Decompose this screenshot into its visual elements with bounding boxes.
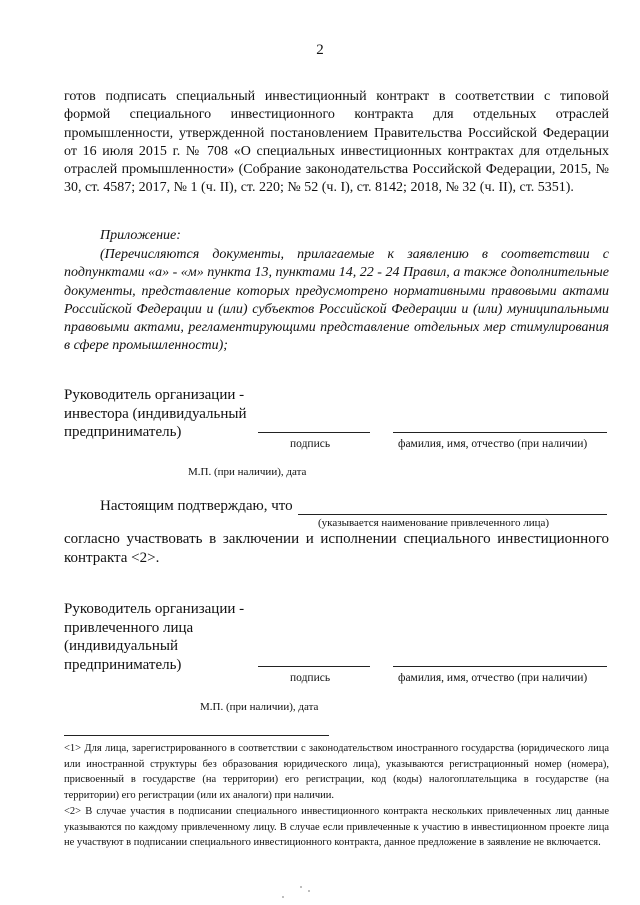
investor-name-line[interactable] (393, 432, 607, 433)
investor-label (64, 386, 247, 442)
scan-speck (282, 896, 284, 898)
attracted-signature-caption: подпись (290, 672, 331, 684)
investor-label-line: инвестора (индивидуальный (64, 405, 247, 422)
attracted-label (64, 600, 244, 674)
main-paragraph: готов подписать специальный инвестиционный контракт в соответствии с типовой формой специального инвестиционного контракта для отдельных отраслей промышленности, утвержденной постановлением Правительства Российской Федерации от 16 июля 2015 г. № 708 «О специальных инвестиционных контрактах для отдельных отраслей промышленности» (Собрание законодательства Российской Федерации, 2015, № 30, ст. 4587; 2017, № 1 (ч. II), ст. 220; № 52 (ч. I), ст. 8142; 2018, № 32 (ч. II), ст. 5351). (64, 89, 609, 196)
attracted-label-line: привлеченного лица (64, 619, 194, 636)
attracted-signature-line[interactable] (258, 666, 370, 667)
investor-label-line: Руководитель организации - (64, 387, 245, 403)
footnote-1: <1> Для лица, зарегистрированного в соответствии с законодательством иностранного государства (юридического лица или иностранной структуры без образования юридического лица), указываются регистрационный номер (номера), присвоенный в государстве (на территории) его регистрации, код (коды) налогоплательщика в государстве (на территории) его регистрации (или их аналоги) при наличии. (64, 743, 609, 801)
attracted-label-line: Руководитель организации - (64, 601, 245, 617)
investor-signature-line[interactable] (258, 432, 370, 433)
appendix-text: (Перечисляются документы, прилагаемые к заявлению в соответствии с подпунктами «а» - «м» пункта 13, пунктами 14, 22 - 24 Правил, а также дополнительные документы, представление которых предусмотрено нормативными правовыми актами Российской Федерации и (или) субъектов Российской Федерации и (или) муниципальными правовыми актами, регламентирующими представление отдельных мер стимулирования в сфере промышленности); (64, 247, 609, 354)
page-number: 2 (316, 42, 324, 58)
appendix-title: Приложение: (100, 228, 181, 243)
footnote-2: <2> В случае участия в подписании специального инвестиционного контракта нескольких привлеченных лиц данные указываются по каждому привлеченному лицу. В случае если привлеченные к участию в инвестиционном проекте лица не участвуют в подписании специального инвестиционного контракта, данное предложение в заявление не включается. (64, 806, 609, 849)
investor-name-caption: фамилия, имя, отчество (при наличии) (398, 438, 588, 450)
attracted-label-line: (индивидуальный (64, 638, 179, 654)
scan-speck (308, 890, 310, 892)
investor-signature-caption: подпись (290, 438, 331, 450)
attracted-name-caption: фамилия, имя, отчество (при наличии) (398, 672, 588, 684)
investor-label-line: предприниматель) (64, 424, 182, 440)
attracted-entity-caption: (указывается наименование привлеченного лица) (318, 517, 550, 529)
attracted-label-line: предприниматель) (64, 656, 182, 673)
attracted-stamp-caption: М.П. (при наличии), дата (200, 701, 319, 713)
attracted-entity-name-line[interactable] (298, 514, 607, 515)
confirmation-lead: Настоящим подтверждаю, что (100, 498, 293, 514)
confirmation-continuation: согласно участвовать в заключении и исполнении специального инвестиционного контракта <2>. (64, 531, 609, 566)
investor-stamp-caption: М.П. (при наличии), дата (188, 466, 307, 478)
footnote-divider (64, 735, 329, 736)
attracted-name-line[interactable] (393, 666, 607, 667)
scan-speck (300, 886, 302, 888)
